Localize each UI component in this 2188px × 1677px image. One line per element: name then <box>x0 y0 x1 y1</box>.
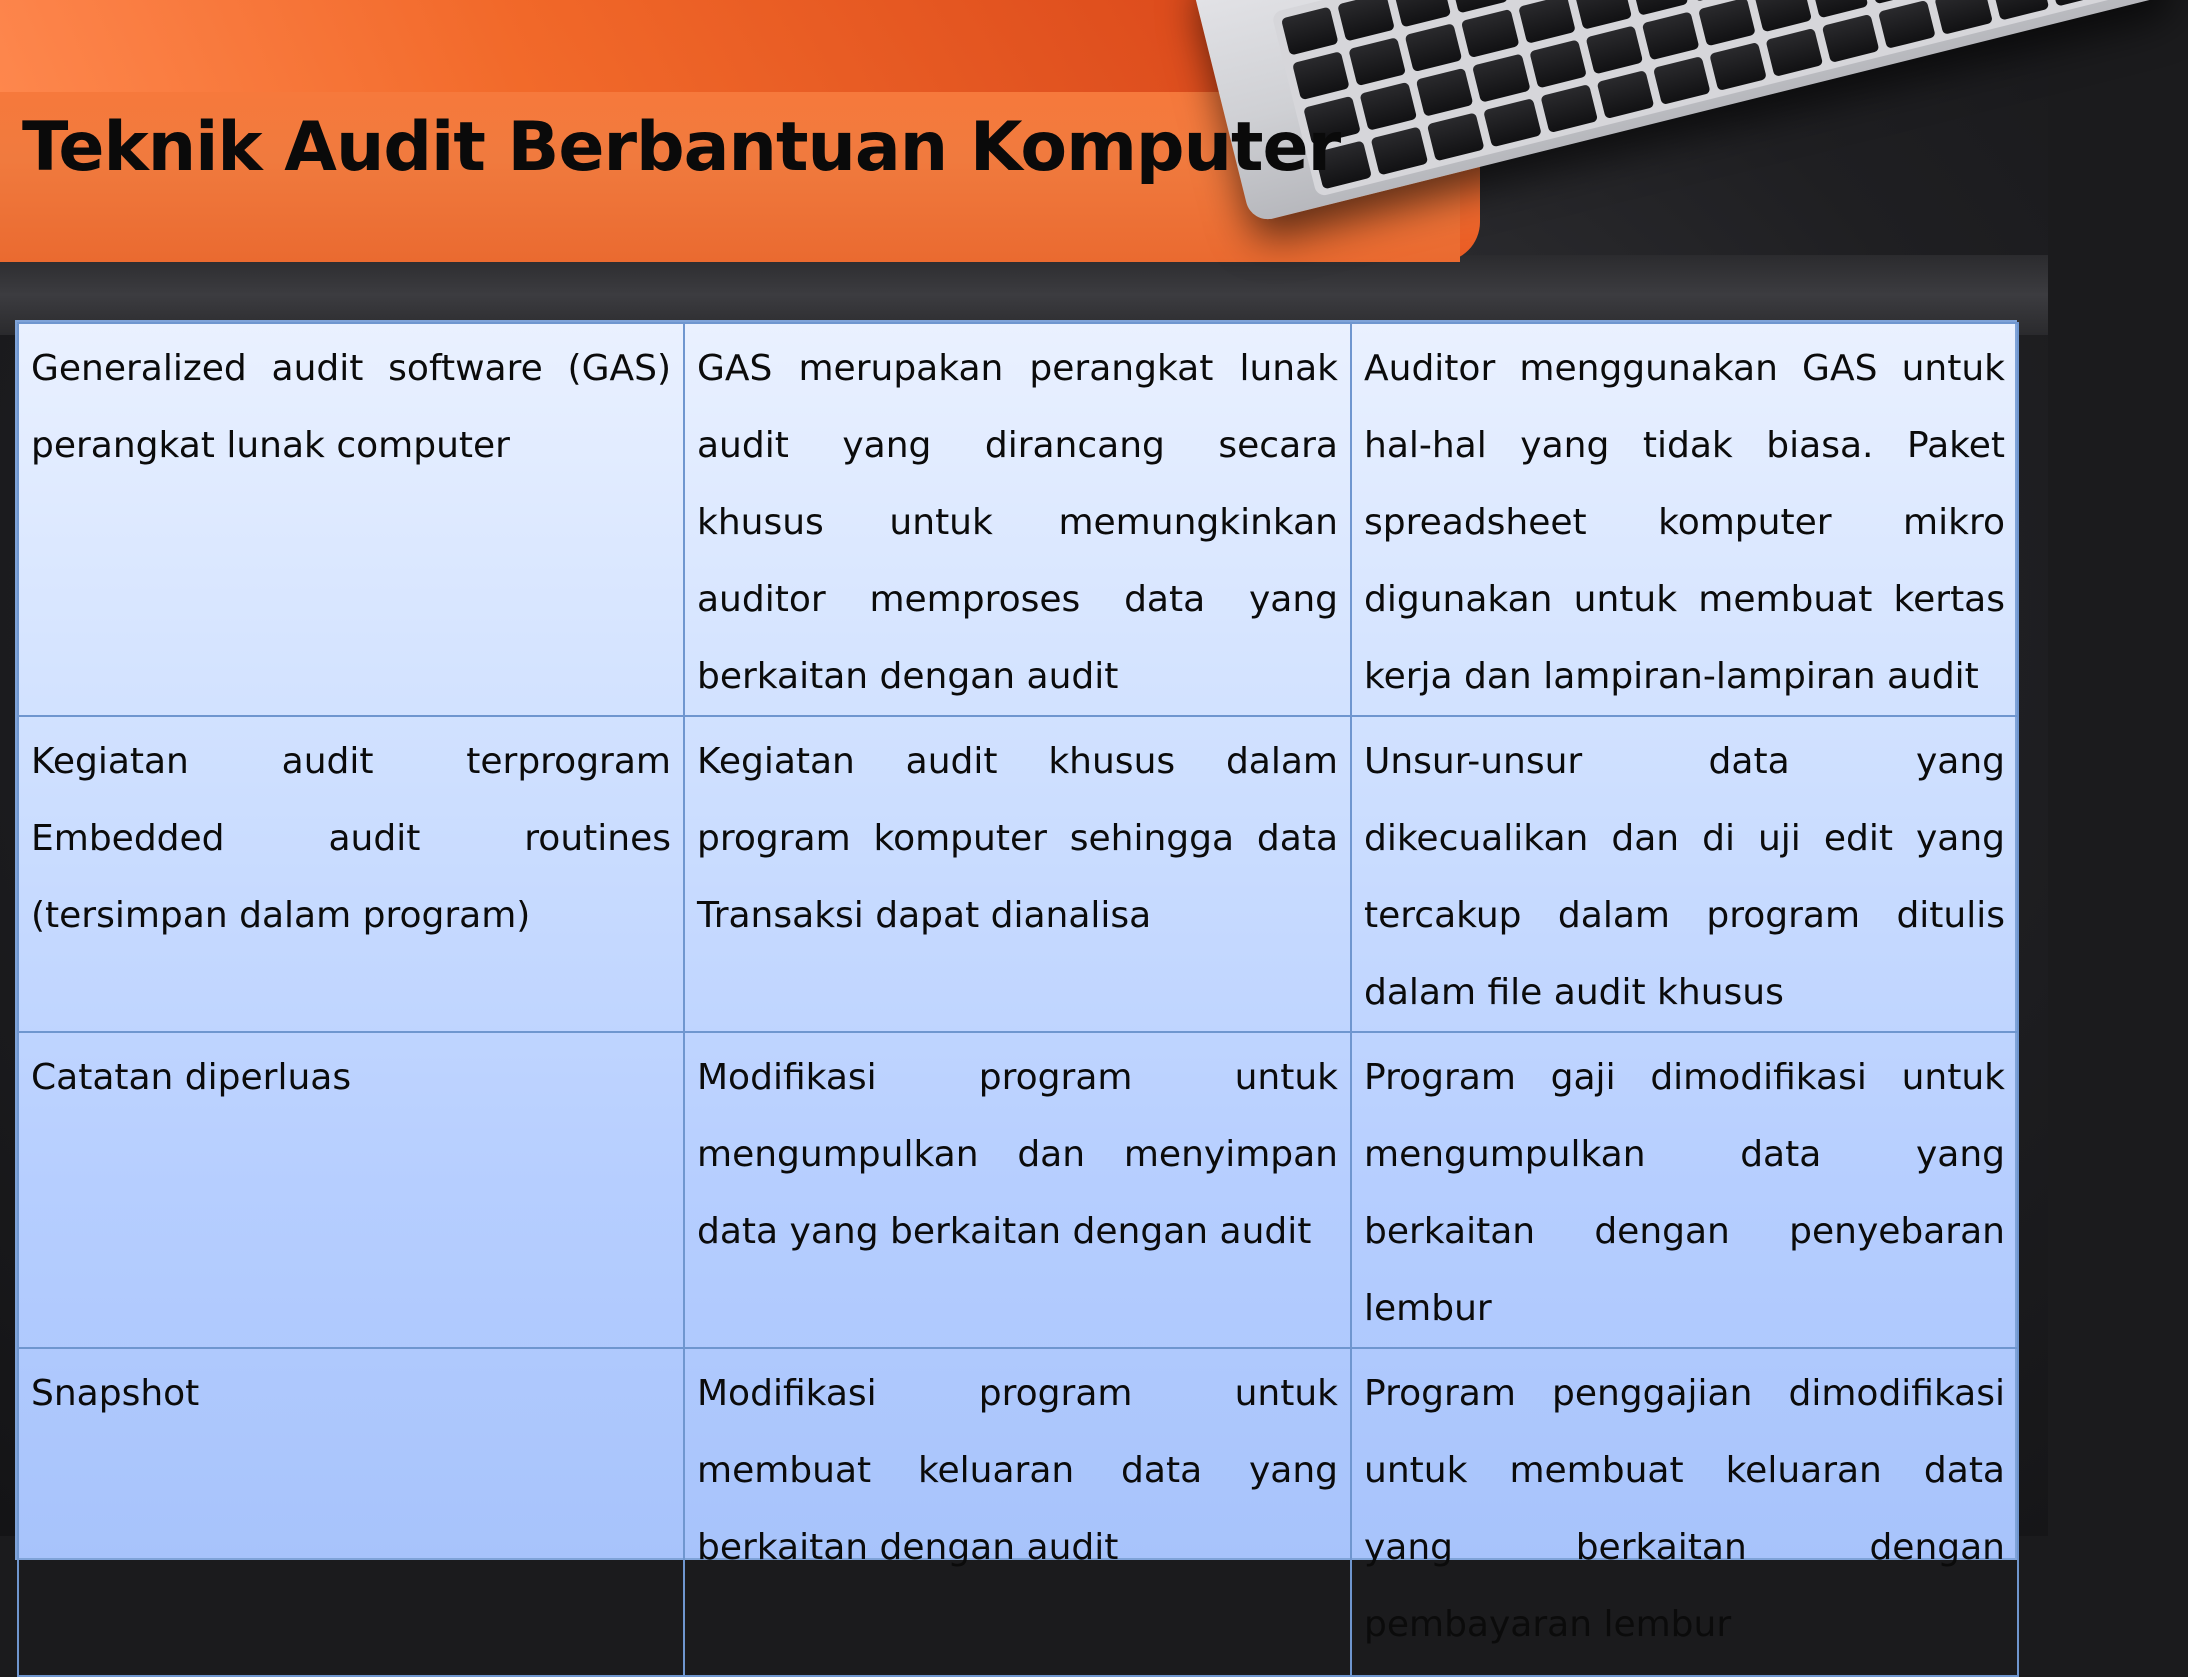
keyboard-key <box>1394 0 1452 27</box>
audit-technique-table <box>15 320 2017 1645</box>
keyboard-key <box>1822 14 1880 63</box>
table-row <box>18 716 2018 1032</box>
banner-highlight <box>0 0 1300 95</box>
table-row <box>18 1032 2018 1348</box>
keyboard-key <box>1540 84 1598 133</box>
table-cell: Snapshot <box>18 1348 684 1676</box>
keyboard-icon <box>1271 0 2171 197</box>
slide-title: Teknik Audit Berbantuan Komputer <box>22 108 1341 187</box>
keyboard-key <box>1461 9 1519 58</box>
keyboard-key <box>1709 42 1767 91</box>
keyboard-key <box>1754 0 1812 32</box>
table-cell: Generalized audit software (GAS) perangkat lunak computer <box>18 323 684 716</box>
table-cell: Program gaji dimodifikasi untuk mengumpulkan data yang berkaitan dengan penyebaran lembur <box>1351 1032 2018 1348</box>
keyboard-key <box>1427 112 1485 161</box>
keyboard-key <box>2048 0 2106 7</box>
keyboard-key <box>1653 56 1711 105</box>
table-cell: Program penggajian dimodifikasi untuk membuat keluaran data yang berkaitan dengan pembayaran lembur <box>1351 1348 2018 1676</box>
keyboard-key <box>1405 23 1463 72</box>
keyboard-key <box>1596 70 1654 119</box>
table-cell: Modifikasi program untuk mengumpulkan dan menyimpan data yang berkaitan dengan audit <box>684 1032 1351 1348</box>
keyboard-key <box>1484 98 1542 147</box>
keyboard-key <box>1518 0 1576 44</box>
keyboard-key <box>1991 0 2049 21</box>
table-row <box>18 323 2018 716</box>
keyboard-key <box>1472 54 1530 103</box>
keyboard-key <box>1371 126 1429 175</box>
keyboard-key <box>1878 0 1936 49</box>
table-cell: Unsur-unsur data yang dikecualikan dan di uji edit yang tercakup dalam program ditulis dalam file audit khusus <box>1351 716 2018 1032</box>
keyboard-key <box>1766 28 1824 77</box>
table-row <box>18 1348 2018 1676</box>
keyboard-key <box>1642 11 1700 60</box>
keyboard-key <box>1529 40 1587 89</box>
table-cell: Catatan diperluas <box>18 1032 684 1348</box>
keyboard-key <box>1360 82 1418 131</box>
table <box>17 322 2019 1677</box>
keyboard-key <box>1337 0 1395 41</box>
keyboard-key <box>1585 25 1643 74</box>
keyboard-key <box>1935 0 1993 35</box>
keyboard-key <box>1348 37 1406 86</box>
keyboard-key <box>1416 68 1474 117</box>
keyboard-key <box>1292 51 1350 100</box>
table-cell: GAS merupakan perangkat lunak audit yang dirancang secara khusus untuk memungkinkan auditor memproses data yang berkaitan dengan audit <box>684 323 1351 716</box>
table-cell: Auditor menggunakan GAS untuk hal-hal yang tidak biasa. Paket spreadsheet komputer mikro digunakan untuk membuat kertas kerja dan lampiran-lampiran audit <box>1351 323 2018 716</box>
keyboard-key <box>1281 7 1339 56</box>
table-cell: Modifikasi program untuk membuat keluaran data yang berkaitan dengan audit <box>684 1348 1351 1676</box>
table-cell: Kegiatan audit terprogram Embedded audit routines (tersimpan dalam program) <box>18 716 684 1032</box>
keyboard-key <box>1698 0 1756 46</box>
title-banner <box>0 0 2048 265</box>
keyboard-key <box>1574 0 1632 30</box>
table-cell: Kegiatan audit khusus dalam program komputer sehingga data Transaksi dapat dianalisa <box>684 716 1351 1032</box>
